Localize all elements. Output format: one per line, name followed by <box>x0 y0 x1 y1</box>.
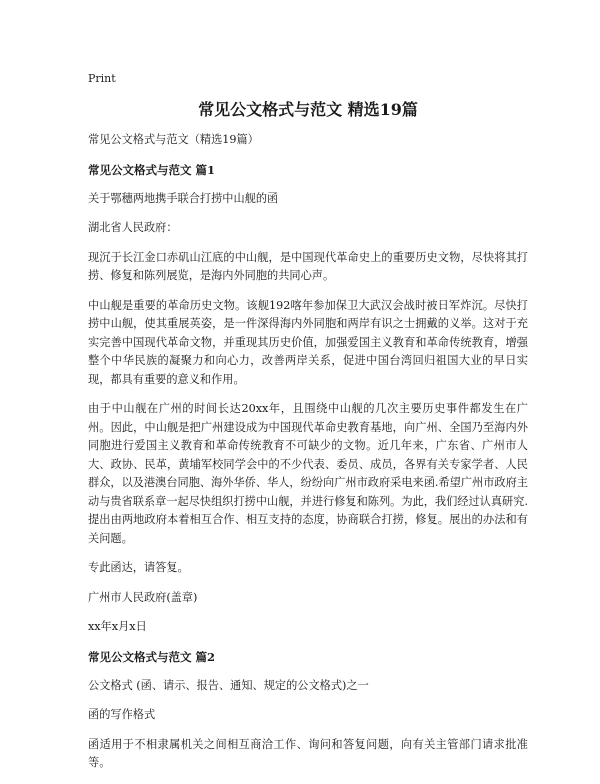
document-body <box>88 131 528 784</box>
section2-paragraph: 函适用于不相隶属机关之间相互商洽工作、询问和答复问题，向有关主管部门请求批准等。 <box>88 737 528 769</box>
salutation: 湖北省人民政府： <box>88 221 178 234</box>
document-title: 常见公文格式与范文 精选19篇 <box>198 100 418 119</box>
document-subtitle: 常见公文格式与范文（精选19篇） <box>88 133 259 146</box>
letter-title: 关于鄂穗两地携手联合打捞中山舰的函 <box>88 191 279 205</box>
paragraph-1: 现沉于长江金口赤矶山江底的中山舰，是中国现代革命史上的重要历史文物，尽快将其打捞、修复和陈列展览，是海内外同胞的共同心声。 <box>88 250 528 282</box>
closing-line: 专此函达，请答复。 <box>88 561 189 574</box>
print-label: Print <box>88 72 116 85</box>
signature: 广州市人民政府(盖章) <box>88 590 198 604</box>
section-heading-1: 常见公文格式与范文 篇1 <box>88 162 216 177</box>
section-heading-2: 常见公文格式与范文 篇2 <box>88 649 216 664</box>
section2-line-1: 公文格式 (函、请示、报告、通知、规定的公文格式)之一 <box>88 678 369 692</box>
section2-line-2: 函的写作格式 <box>88 708 156 721</box>
paragraph-2: 中山舰是重要的革命历史文物。该舰192喀年参加保卫大武汉会战时被日军炸沉。尽快打捞中山舰，使其重展英姿，是一件深得海内外同胞和两岸有识之士拥戴的义举。这对于充实完善中国现代革命文物，并重现其历史价值，加强爱国主义教育和革命传统教育，增强整个中华民族的凝聚力和向心力，改善两岸关系，促进中国台湾回归祖国大业的早日实现，都具有重要的意义和作用。 <box>88 298 528 386</box>
paragraph-3: 由于中山舰在广州的时间长达20xx年，且围绕中山舰的几次主要历史事件都发生在广州。因此，中山舰是把广州建设成为中国现代革命史教育基地，向广州、全国乃至海内外同胞进行爱国主义教育和革命传统教育不可缺少的文物。近几年来，广东省、广州市人大、政协、民革，黄埔军校同学会中的不少代表、委员、成员，各界有关专家学者、人民群众，以及港澳台同胞、海外华侨、华人，纷纷向广州市政府采电来函.希望广州市政府主动与贵省联系章一起尽快组织打捞中山舰，并进行修复和陈列。为此，我们经过认真研究.提出由两地政府本着相互合作、相互支持的态度，协商联合打捞，修复。展出的办法和有关问题。 <box>88 402 528 545</box>
date-line: xx年x月x日 <box>88 620 147 633</box>
